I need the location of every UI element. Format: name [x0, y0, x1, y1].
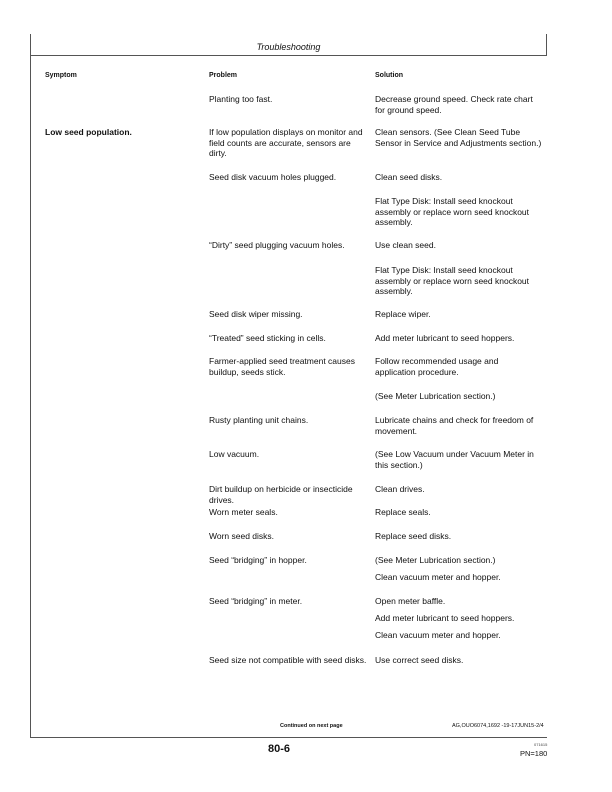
pn-number: PN=180 — [520, 749, 548, 758]
footer-rule — [30, 737, 547, 738]
problem-cell: Seed size not compatible with seed disks. — [209, 655, 367, 665]
column-header-symptom: Symptom — [45, 72, 77, 79]
column-header-problem: Problem — [209, 72, 238, 79]
problem-cell: Rusty planting unit chains. — [209, 415, 309, 425]
solution-cell: (See Low Vacuum under Vacuum Meter in this section.) — [375, 449, 534, 470]
page-section-title: Troubleshooting — [256, 42, 321, 52]
solution-cell: Add meter lubricant to seed hoppers. — [375, 613, 515, 623]
problem-cell: Farmer-applied seed treatment causes buildup, seeds stick. — [209, 356, 355, 377]
solution-cell: Replace seals. — [375, 507, 431, 517]
solution-cell: Open meter baffle. — [375, 596, 446, 606]
solution-cell: Use clean seed. — [375, 240, 436, 250]
problem-cell: “Treated” seed sticking in cells. — [209, 333, 326, 343]
problem-cell: “Dirty” seed plugging vacuum holes. — [209, 240, 345, 250]
problem-cell: Low vacuum. — [209, 449, 260, 459]
solution-cell: Follow recommended usage and application procedure. — [375, 356, 499, 377]
continued-note: Continued on next page — [280, 723, 343, 729]
problem-cell: Seed disk vacuum holes plugged. — [209, 172, 337, 182]
solution-cell: Use correct seed disks. — [375, 655, 464, 665]
solution-cell: Clean drives. — [375, 484, 425, 494]
problem-cell: Seed “bridging” in hopper. — [209, 555, 307, 565]
solution-cell: Clean vacuum meter and hopper. — [375, 572, 501, 582]
solution-cell: Lubricate chains and check for freedom of movement. — [375, 415, 534, 436]
solution-cell: Flat Type Disk: Install seed knockout assembly or replace worn seed knockout assembly. — [375, 196, 530, 227]
solution-cell: Clean seed disks. — [375, 172, 443, 182]
problem-cell: Planting too fast. — [209, 94, 273, 104]
symptom-cell: Low seed population. — [45, 127, 132, 137]
page-number: 80-6 — [268, 743, 291, 755]
solution-cell: Replace wiper. — [375, 309, 431, 319]
solution-cell: Clean sensors. (See Clean Seed Tube Sensor in Service and Adjustments section.) — [375, 127, 542, 148]
solution-cell: Add meter lubricant to seed hoppers. — [375, 333, 515, 343]
solution-cell: Replace seed disks. — [375, 531, 452, 541]
problem-cell: Seed disk wiper missing. — [209, 309, 303, 319]
solution-cell: (See Meter Lubrication section.) — [375, 555, 496, 565]
document-reference: AG,OUO6074,1692 -19-17JUN15-2/4 — [452, 723, 544, 729]
solution-cell: Clean vacuum meter and hopper. — [375, 630, 501, 640]
solution-cell: Flat Type Disk: Install seed knockout assembly or replace worn seed knockout assembly. — [375, 265, 530, 296]
problem-cell: If low population displays on monitor and field counts are accurate, sensors are dirty. — [209, 127, 363, 158]
left-margin-rule — [30, 56, 31, 737]
print-date-code: 071615 — [534, 742, 548, 747]
problem-cell: Worn seed disks. — [209, 531, 275, 541]
problem-cell: Dirt buildup on herbicide or insecticide drives. — [209, 484, 353, 505]
problem-cell: Worn meter seals. — [209, 507, 278, 517]
solution-cell: Decrease ground speed. Check rate chart for ground speed. — [375, 94, 533, 115]
solution-cell: (See Meter Lubrication section.) — [375, 391, 496, 401]
problem-cell: Seed “bridging” in meter. — [209, 596, 303, 606]
column-header-solution: Solution — [375, 72, 403, 79]
